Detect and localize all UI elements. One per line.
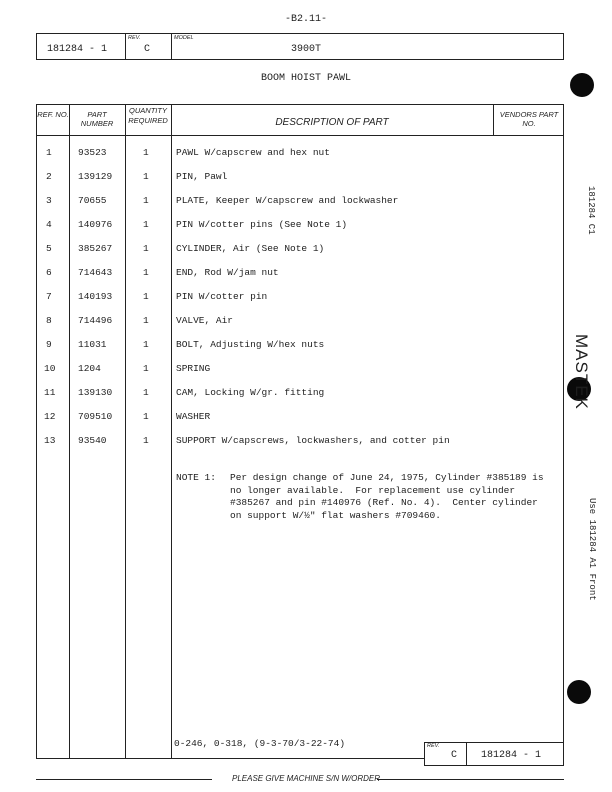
footer-part-number: 181284 - 1: [481, 750, 542, 761]
header-model-value: 3900T: [291, 44, 322, 55]
note-line: Per design change of June 24, 1975, Cylinder #385189 is: [230, 472, 544, 483]
header-ref-no: REF. NO.: [37, 110, 69, 119]
header-rev-value: C: [144, 44, 151, 55]
footer-rev-value: C: [451, 750, 458, 761]
table-row: 2 139129 1 PIN, Pawl: [46, 171, 228, 182]
margin-side-code: 181284 C1: [586, 186, 596, 235]
header-quantity-required: QUANTITY REQUIRED: [128, 106, 168, 125]
margin-side-note: Use 181284 A1 Front: [587, 498, 597, 601]
note-label: NOTE 1:: [176, 472, 216, 483]
table-row: 13 93540 1 SUPPORT W/capscrews, lockwashers, and cotter pin: [44, 435, 450, 446]
table-row: 1 93523 1 PAWL W/capscrew and hex nut: [46, 147, 330, 158]
punch-hole: [570, 73, 594, 97]
table-row: 4 140976 1 PIN W/cotter pins (See Note 1): [46, 219, 348, 230]
header-rev-label: REV.: [128, 35, 141, 41]
table-row: 5 385267 1 CYLINDER, Air (See Note 1): [46, 243, 325, 254]
header-part-number: 181284 - 1: [47, 44, 108, 55]
note-line: on support W/½" flat washers #709460.: [230, 509, 441, 521]
header-vendors-part-no: VENDORS PART NO.: [499, 110, 559, 128]
footer-box: [424, 742, 564, 766]
page-number: -B2.11-: [284, 14, 327, 25]
footer-instruction: PLEASE GIVE MACHINE S/N W/ORDER: [231, 774, 381, 783]
table-row: 6 714643 1 END, Rod W/jam nut: [46, 267, 279, 278]
margin-stamp: MASTEK: [572, 334, 591, 410]
footer-rev-label: REV.: [427, 743, 440, 749]
punch-hole: [567, 680, 591, 704]
table-row: 10 1204 1 SPRING: [44, 363, 211, 374]
footer-reference: 0-246, 0-318, (9-3-70/3-22-74): [174, 738, 346, 749]
header-box: [36, 33, 564, 60]
table-row: 8 714496 1 VALVE, Air: [46, 315, 234, 326]
header-part-number: PART NUMBER: [80, 110, 114, 128]
table-row: 9 11031 1 BOLT, Adjusting W/hex nuts: [46, 339, 325, 350]
note-line: #385267 and pin #140976 (Ref. No. 4). Center cylinder: [230, 497, 538, 508]
section-title: BOOM HOIST PAWL: [260, 73, 351, 84]
table-row: 11 139130 1 CAM, Locking W/gr. fitting: [44, 387, 325, 398]
table-row: 3 70655 1 PLATE, Keeper W/capscrew and lockwasher: [46, 195, 399, 206]
header-model-label: MODEL: [174, 35, 194, 41]
header-description: DESCRIPTION OF PART: [275, 117, 389, 128]
table-row: 7 140193 1 PIN W/cotter pin: [46, 291, 268, 302]
note-line: no longer available. For replacement use cylinder: [230, 484, 516, 496]
table-row: 12 709510 1 WASHER: [44, 411, 211, 422]
